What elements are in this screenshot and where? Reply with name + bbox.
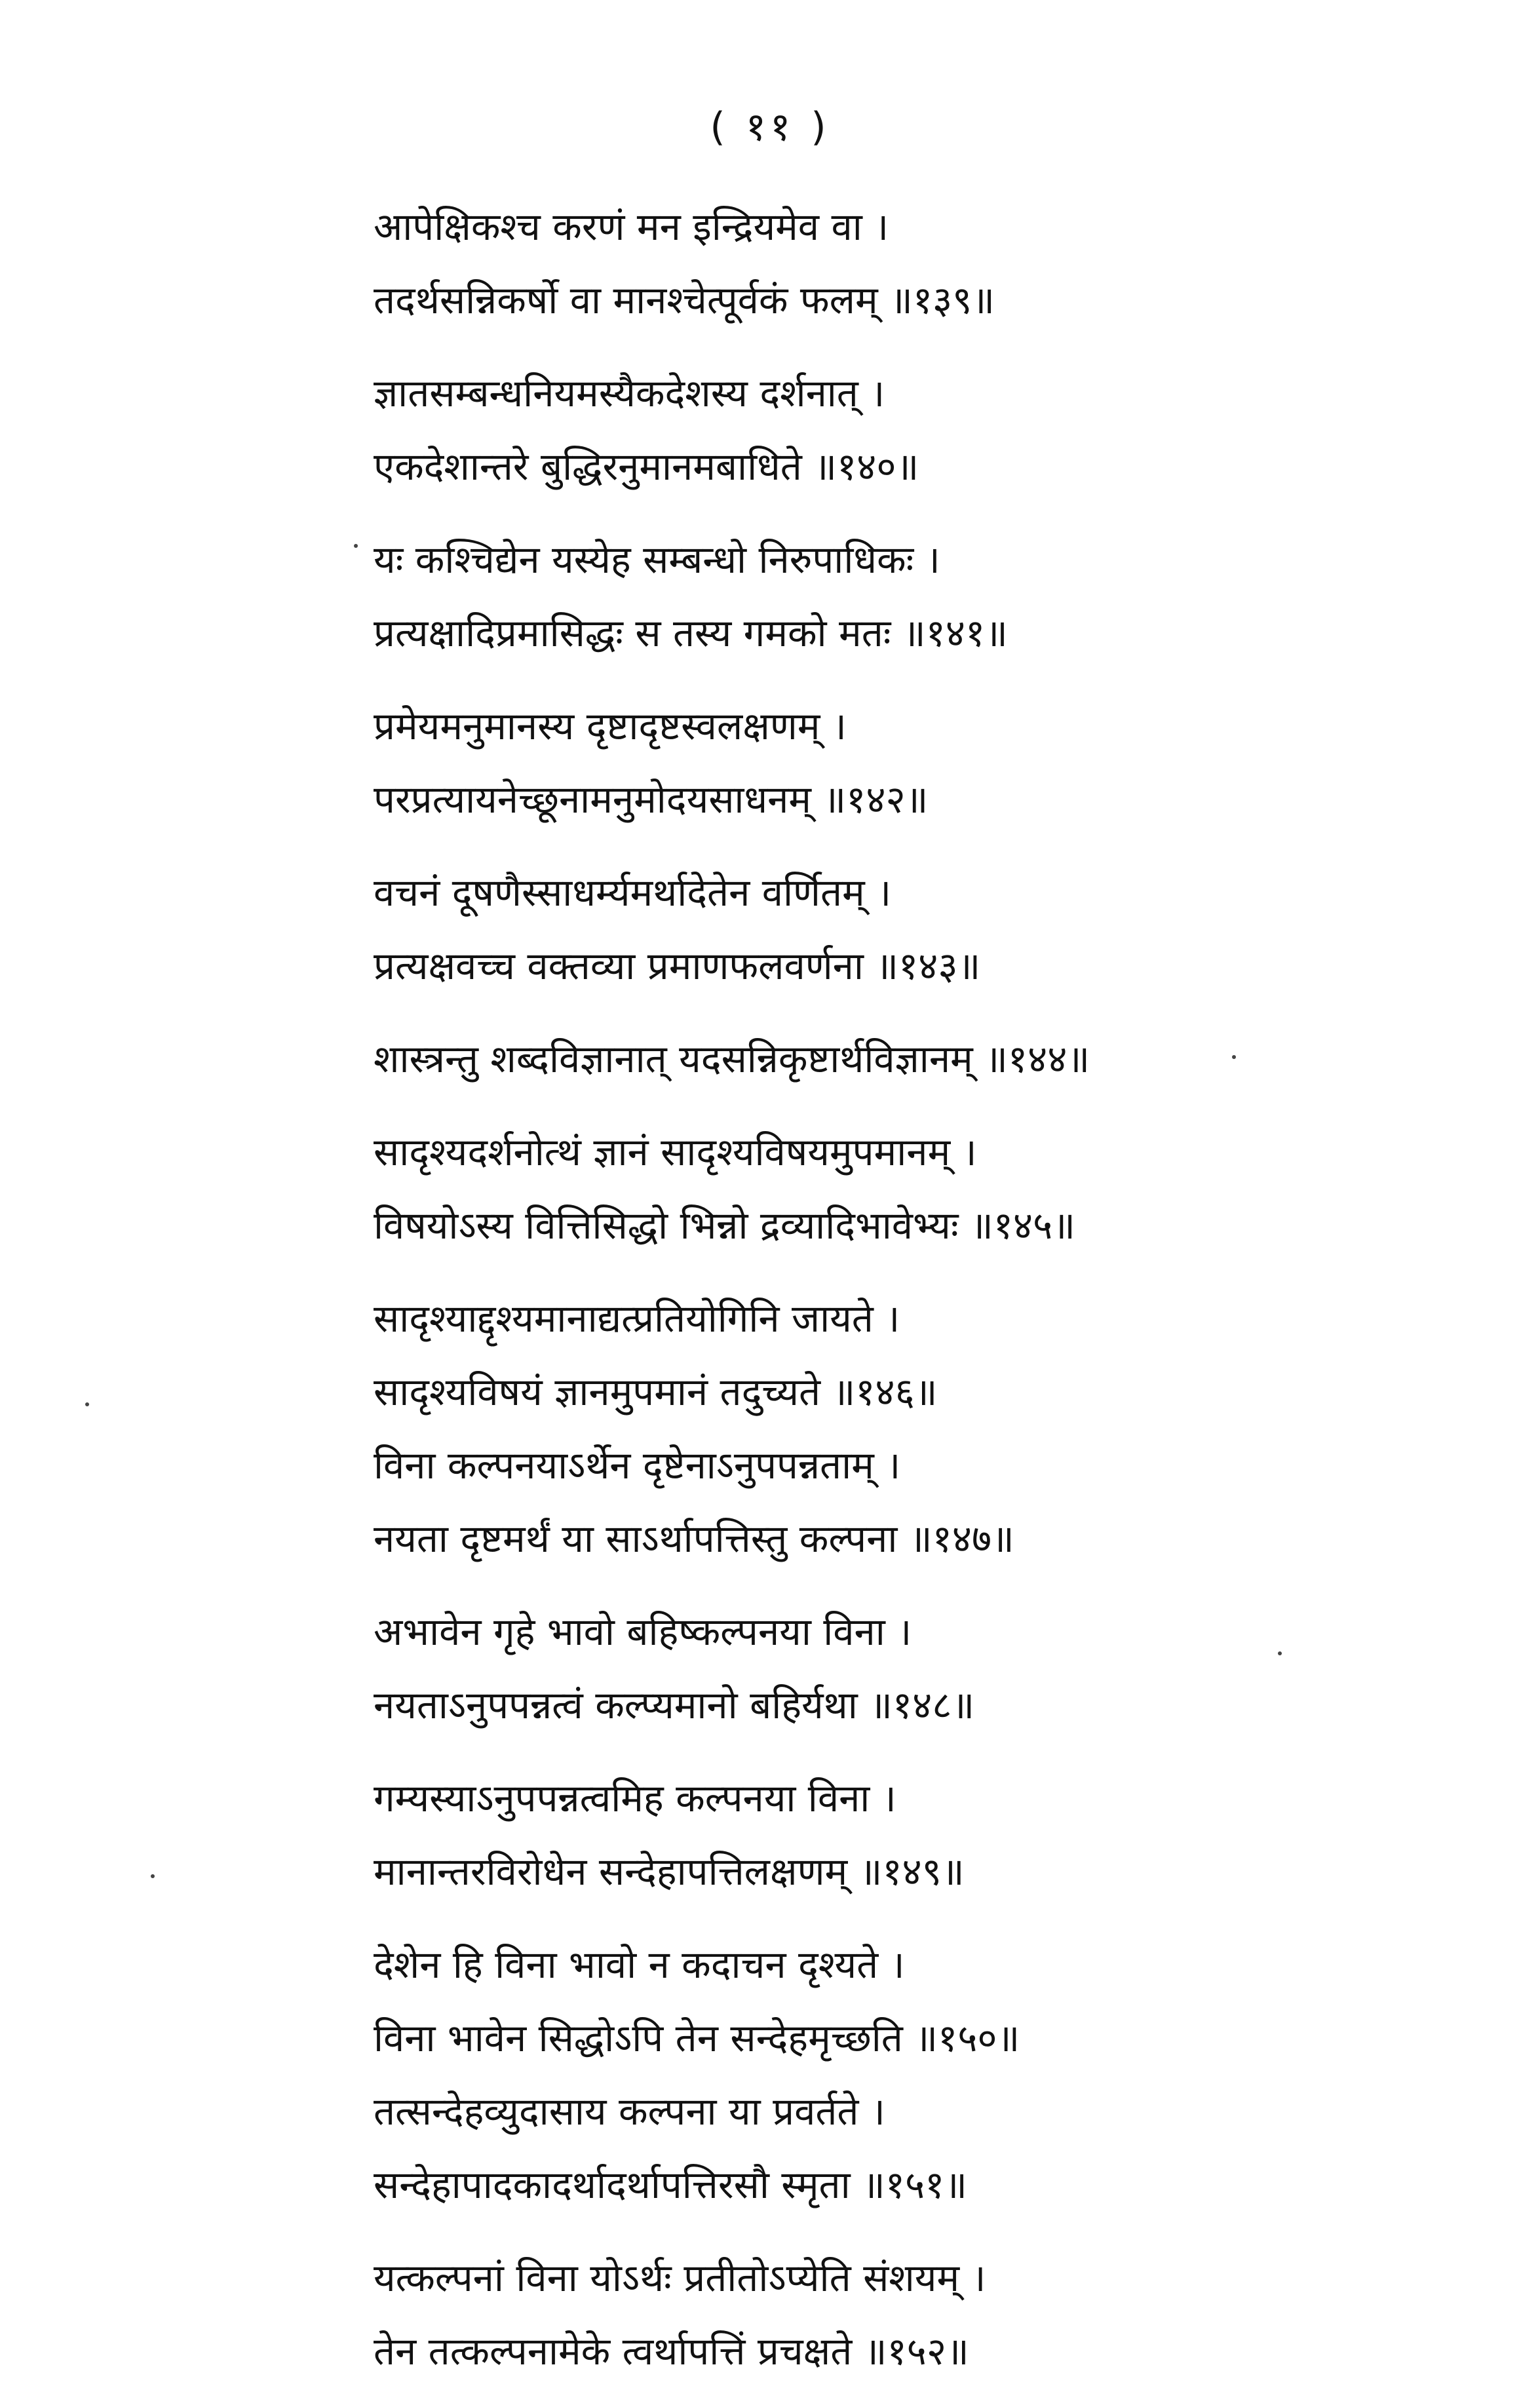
verse-148 [374,1595,1501,1742]
verse-line: तेन तत्कल्पनामेके त्वर्थापत्तिं प्रचक्षते ॥१५२॥ [374,2329,969,2374]
verse-line: गम्यस्याऽनुपपन्नत्वमिह कल्पनया विना । [374,1776,896,1820]
verse-line: देशेन हि विना भावो न कदाचन दृश्यते । [374,1942,905,1987]
verse-line: तदर्थसन्निकर्षो वा मानश्चेत्पूर्वकं फलम् ॥१३९॥ [374,278,995,322]
verse-140 [374,356,1501,503]
verse-149 [374,1762,1501,1908]
verse-139 [374,190,1501,337]
verse-line: नयताऽनुपपन्नत्वं कल्प्यमानो बहिर्यथा ॥१४८॥ [374,1683,975,1727]
verse-line: यत्कल्पनां विना योऽर्थः प्रतीतोऽप्येति संशयम् । [374,2256,986,2300]
verse-line: आपेक्षिकश्च करणं मन इन्द्रियमेव वा । [374,204,889,249]
verse-152 [374,2241,1501,2388]
verse-line: यः कश्चिद्येन यस्येह सम्बन्धो निरुपाधिकः । [374,537,940,582]
verse-line: सादृश्याद्दृश्यमानाद्यत्प्रतियोगिनि जायते । [374,1296,900,1341]
verse-143 [374,856,1501,1003]
scan-speck [151,1874,155,1878]
verse-line: मानान्तरविरोधेन सन्देहापत्तिलक्षणम् ॥१४९॥ [374,1849,965,1894]
verse-line: प्रत्यक्षवच्च वक्तव्या प्रमाणफलवर्णना ॥१४३॥ [374,944,981,988]
verse-block [374,190,1501,2388]
verse-line: विषयोऽस्य वित्तिसिद्धो भिन्नो द्रव्यादिभावेभ्यः ॥१४५॥ [374,1203,1075,1248]
verse-145 [374,1115,1501,1262]
verse-line: वचनं दूषणैस्साधर्म्यमर्थादेतेन वर्णितम् । [374,870,892,915]
verse-142 [374,689,1501,836]
verse-line: शास्त्रन्तु शब्दविज्ञानात् यदसन्निकृष्टार्थविज्ञानम् ॥१४४॥ [374,1037,1090,1081]
page-number: ( ११ ) [710,104,830,150]
verse-150-151 [374,1928,1501,2222]
scan-speck [1278,1651,1282,1655]
scan-speck [354,544,358,548]
verse-line: सादृश्यदर्शनोत्थं ज्ञानं सादृश्यविषयमुपमानम् । [374,1130,977,1174]
verse-line: नयता दृष्टमर्थं या साऽर्थापत्तिस्तु कल्पना ॥१४७॥ [374,1516,1014,1561]
verse-144 [374,1022,1501,1096]
verse-line: विना भावेन सिद्धोऽपि तेन सन्देहमृच्छति ॥१५०॥ [374,2016,1020,2060]
verse-line: प्रमेयमनुमानस्य दृष्टादृष्टस्वलक्षणम् । [374,704,847,748]
verse-line: सन्देहापादकादर्थादर्थापत्तिरसौ स्मृता ॥१५१॥ [374,2163,968,2207]
verse-line: अभावेन गृहे भावो बहिष्कल्पनया विना । [374,1609,912,1654]
verse-146-147 [374,1282,1501,1575]
scan-speck [85,1402,89,1406]
verse-line: परप्रत्यायनेच्छूनामनुमोदयसाधनम् ॥१४२॥ [374,777,929,822]
verse-line: ज्ञातसम्बन्धनियमस्यैकदेशस्य दर्शनात् । [374,371,885,415]
scan-speck [1232,1055,1236,1059]
verse-line: प्रत्यक्षादिप्रमासिद्धः स तस्य गमको मतः ॥१४१॥ [374,611,1008,655]
verse-line: विना कल्पनयाऽर्थेन दृष्टेनाऽनुपपन्नताम् । [374,1443,901,1488]
verse-141 [374,523,1501,670]
verse-line: सादृश्यविषयं ज्ञानमुपमानं तदुच्यते ॥१४६॥ [374,1370,938,1414]
verse-line: एकदेशान्तरे बुद्धिरनुमानमबाधिते ॥१४०॥ [374,444,919,489]
verse-line: तत्सन्देहव्युदासाय कल्पना या प्रवर्तते । [374,2089,885,2134]
